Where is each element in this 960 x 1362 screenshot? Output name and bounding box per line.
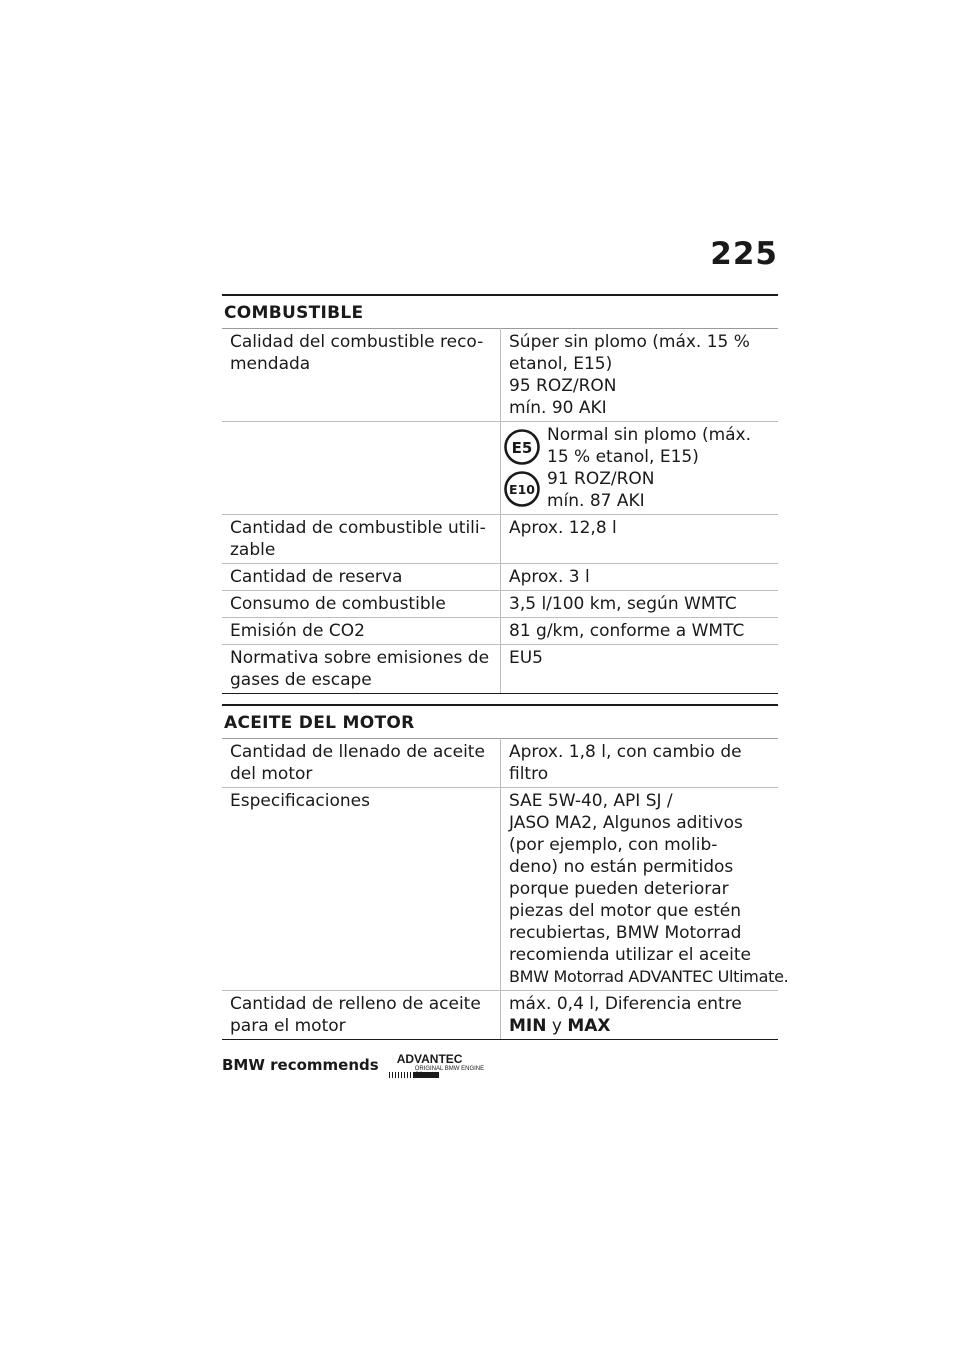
value-line: mín. 90 AKI: [509, 398, 607, 418]
fuel-section: [222, 294, 778, 694]
value-line: BMW Motorrad ADVANTEC Ultimate.: [509, 967, 789, 986]
usable-fuel-label: [222, 515, 501, 564]
value-line: 95 ROZ/RON: [509, 376, 617, 396]
oil-topup-prefix: máx. 0,4 l, Diferencia entre: [509, 994, 742, 1014]
value-line: Normal sin plomo (máx.: [547, 425, 752, 445]
reserve-label: Cantidad de reserva: [222, 564, 501, 591]
fuel-spec-table: [222, 328, 778, 694]
advantec-logo-name: ADVANTEC: [396, 1052, 463, 1066]
min-max-line: [509, 1015, 772, 1037]
fuel-alt-value: [501, 422, 779, 515]
e10-fuel-icon: [503, 470, 541, 508]
e10-icon-text: E10: [509, 482, 535, 497]
value-line: 15 % etanol, E15): [547, 447, 699, 467]
oil-fill-value: [501, 739, 779, 788]
value-line: recubiertas, BMW Motorrad: [509, 923, 742, 943]
label-line: Cantidad de combustible utili-: [230, 518, 486, 538]
fuel-icons: [503, 424, 543, 512]
min-label: MIN: [509, 1016, 547, 1036]
oil-spec-value: [501, 788, 789, 991]
page-number: 225: [710, 236, 778, 272]
table-row: [222, 991, 778, 1040]
fuel-quality-label: [222, 329, 501, 422]
oil-spec-table: [222, 738, 789, 1040]
table-row: [222, 645, 778, 694]
table-row: [222, 788, 778, 991]
fuel-section-title: COMBUSTIBLE: [224, 303, 364, 323]
fuel-quality-value: [501, 329, 779, 422]
value-line: JASO MA2, Algunos aditivos: [509, 813, 743, 833]
label-line: Normativa sobre emisiones de: [230, 648, 490, 668]
oil-fill-label: [222, 739, 501, 788]
label-line: Cantidad de llenado de aceite: [230, 742, 485, 762]
table-row: [222, 422, 778, 515]
co2-value: 81 g/km, conforme a WMTC: [501, 618, 779, 645]
min-max-connector: y: [551, 1016, 562, 1036]
oil-topup-label: [222, 991, 501, 1040]
oil-section: [222, 704, 789, 1040]
value-line: porque pueden deteriorar: [509, 879, 729, 899]
emission-standard-label: [222, 645, 501, 694]
label-line: mendada: [230, 354, 311, 374]
value-line: (por ejemplo, con molib-: [509, 835, 718, 855]
usable-fuel-value: Aprox. 12,8 l: [501, 515, 779, 564]
label-line: zable: [230, 540, 276, 560]
value-line: mín. 87 AKI: [547, 491, 645, 511]
advantec-stripe-icon: [389, 1072, 439, 1078]
oil-topup-value: [501, 991, 779, 1040]
label-line: del motor: [230, 764, 313, 784]
co2-label: Emisión de CO2: [222, 618, 501, 645]
oil-section-title: ACEITE DEL MOTOR: [224, 713, 415, 733]
value-line: Aprox. 1,8 l, con cambio de: [509, 742, 742, 762]
label-line: gases de escape: [230, 670, 372, 690]
table-row: [222, 618, 778, 645]
table-row: [222, 329, 778, 422]
emission-standard-value: EU5: [501, 645, 779, 694]
advantec-logo: [389, 1052, 489, 1078]
empty-label: [222, 422, 501, 515]
value-line: piezas del motor que estén: [509, 901, 742, 921]
recommend-text: BMW recommends: [222, 1056, 379, 1074]
label-line: Cantidad de relleno de aceite: [230, 994, 481, 1014]
value-line: deno) no están permitidos: [509, 857, 734, 877]
e5-icon-text: E5: [511, 439, 533, 457]
table-row: [222, 515, 778, 564]
consumption-label: Consumo de combustible: [222, 591, 501, 618]
e5-fuel-icon: [503, 428, 541, 466]
bmw-recommends-footer: [222, 1052, 489, 1078]
label-line: Calidad del combustible reco-: [230, 332, 484, 352]
advantec-logo-sub: ORIGINAL BMW ENGINE: [414, 1066, 485, 1072]
value-line: recomienda utilizar el aceite: [509, 945, 751, 965]
consumption-value: 3,5 l/100 km, según WMTC: [501, 591, 779, 618]
reserve-value: Aprox. 3 l: [501, 564, 779, 591]
value-line: SAE 5W-40, API SJ /: [509, 791, 673, 811]
label-line: para el motor: [230, 1016, 346, 1036]
value-line: filtro: [509, 764, 549, 784]
table-row: [222, 739, 778, 788]
max-label: MAX: [567, 1016, 611, 1036]
table-row: [222, 564, 778, 591]
value-line: Súper sin plomo (máx. 15 %: [509, 332, 750, 352]
value-line: etanol, E15): [509, 354, 613, 374]
table-row: [222, 591, 778, 618]
oil-spec-label: Especificaciones: [222, 788, 501, 991]
value-line: 91 ROZ/RON: [547, 469, 655, 489]
